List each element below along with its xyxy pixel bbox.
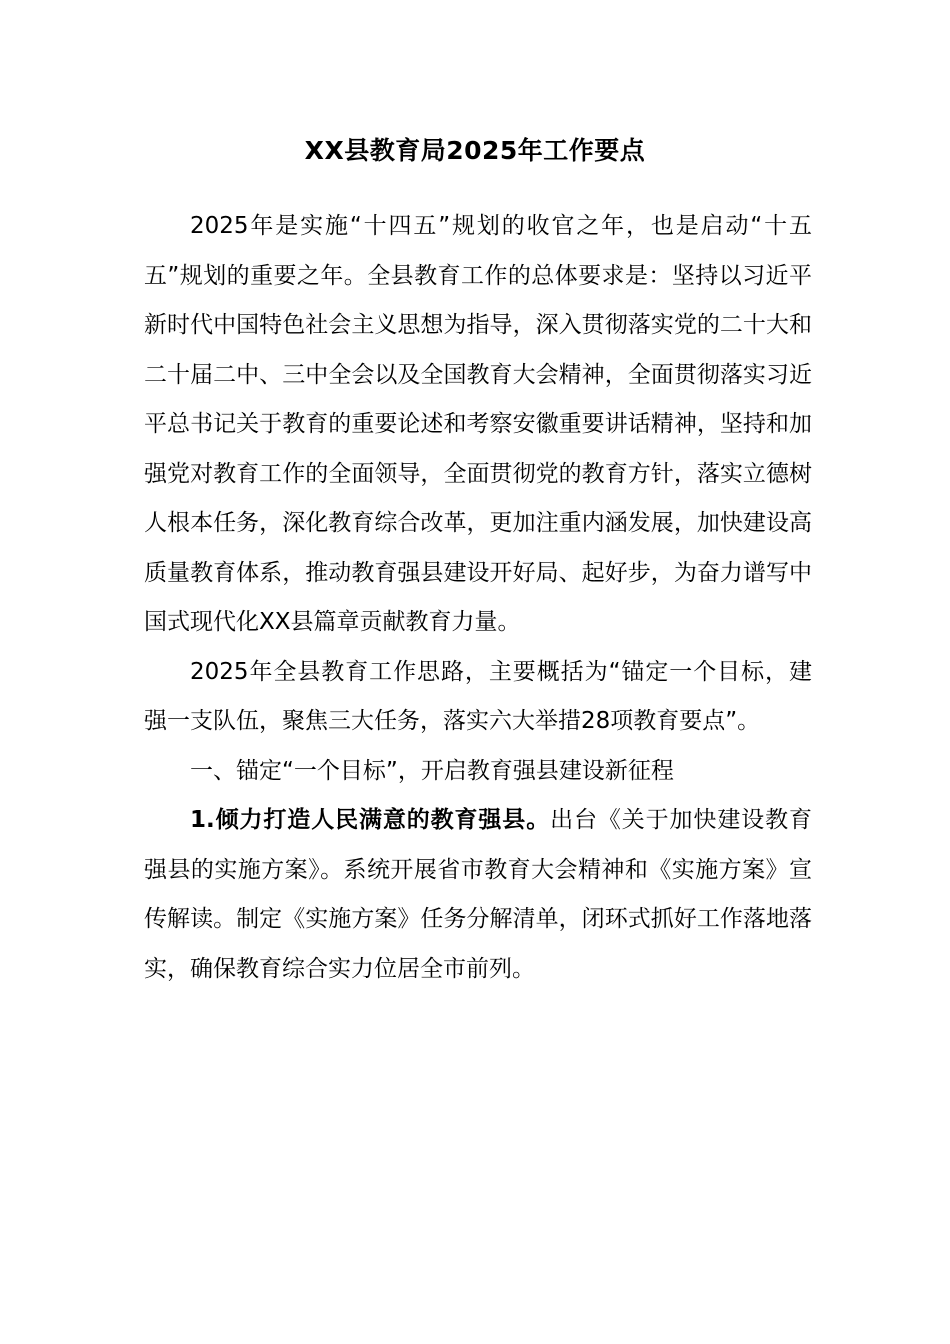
paragraph-work-approach-text: 2025年全县教育工作思路，主要概括为“锚定一个目标，建强一支队伍，聚焦三大任务，落实六大举措28项教育要点”。 [144, 658, 812, 734]
document-title: XX县教育局2025年工作要点 [304, 136, 646, 165]
section-heading-one-text: 一、锚定“一个目标”，开启教育强县建设新征程 [190, 757, 674, 784]
paragraph-overview-text: 2025年是实施“十四五”规划的收官之年，也是启动“十五五”规划的重要之年。全县教育工作的总体要求是：坚持以习近平新时代中国特色社会主义思想为指导，深入贯彻落实党的二十大和二十届二中、三中全会以及全国教育大会精神，全面贯彻落实习近平总书记关于教育的重要论述和考察安徽重要讲话精神，坚持和加强党对教育工作的全面领导，全面贯彻党的教育方针，落实立德树人根本任务，深化教育综合改革，更加注重内涵发展，加快建设高质量教育体系，推动教育强县建设开好局、起好步，为奋力谱写中国式现代化XX县篇章贡献教育力量。 [144, 213, 812, 635]
item-1-lead: 1.倾力打造人民满意的教育强县。 [190, 807, 551, 833]
paragraph-overview [144, 202, 812, 648]
paragraph-work-approach [144, 648, 812, 747]
section-heading-one [144, 747, 812, 797]
paragraph-item-1 [144, 796, 812, 994]
document-body [144, 202, 812, 994]
item-1-text: 出台《关于加快建设教育强县的实施方案》。系统开展省市教育大会精神和《实施方案》宣传解读。制定《实施方案》任务分解清单，闭环式抓好工作落地落实，确保教育综合实力位居全市前列。 [144, 807, 812, 982]
